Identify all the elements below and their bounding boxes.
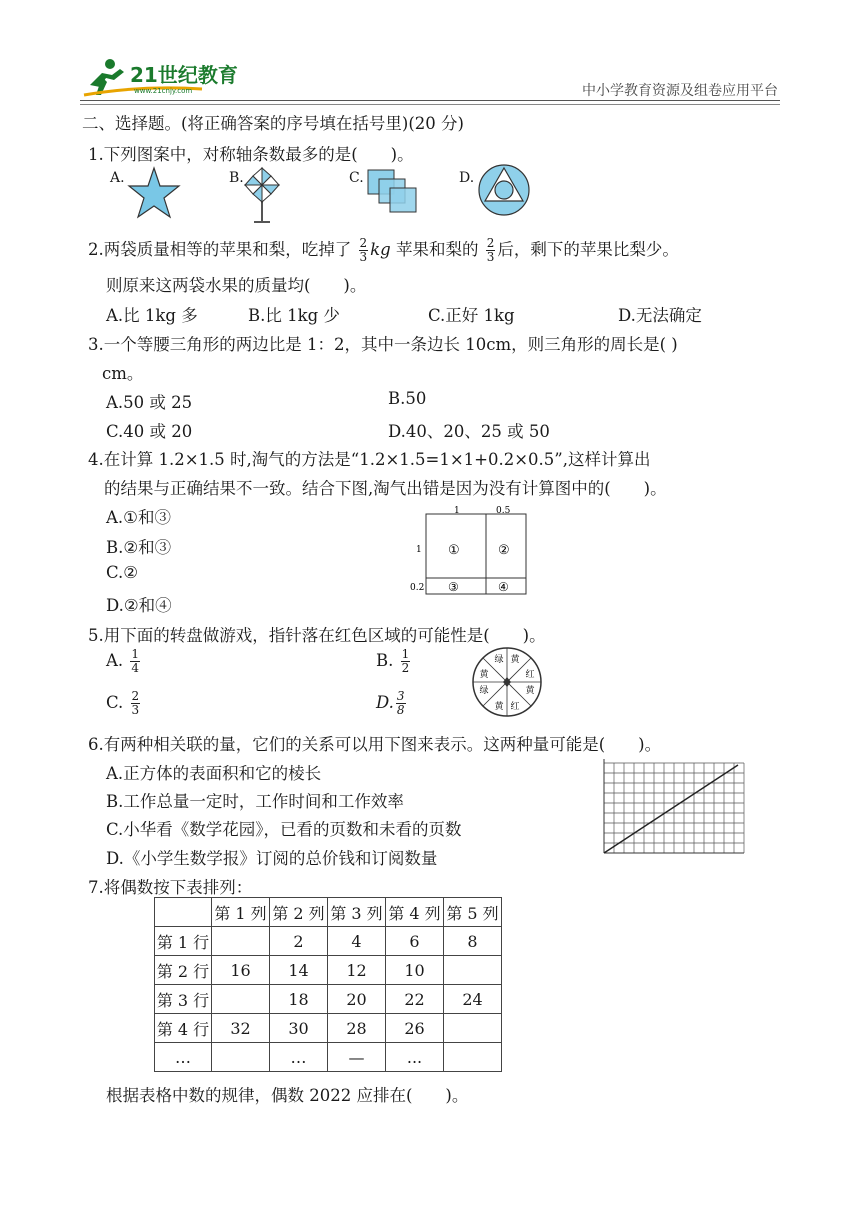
q4-option-d: D.②和④ xyxy=(106,596,172,615)
q6-option-c: C.小华看《数学花园》，已看的页数和未看的页数 xyxy=(106,820,462,839)
q2-stem-c: 后，剩下的苹果比梨少。 xyxy=(497,240,679,259)
table-cell: ... xyxy=(386,1043,444,1072)
q7-stem: 7.将偶数按下表排列： xyxy=(88,878,253,897)
table-row xyxy=(155,956,502,985)
q2-option-c: C.正好 1kg xyxy=(428,306,515,325)
table-row xyxy=(155,1014,502,1043)
table-cell: 20 xyxy=(328,985,386,1014)
table-cell: — xyxy=(328,1043,386,1072)
header-rule xyxy=(80,100,780,101)
q3-option-b: B.50 xyxy=(388,389,427,408)
table-cell: 4 xyxy=(328,927,386,956)
q2-stem-2: 则原来这两袋水果的质量均( )。 xyxy=(106,276,367,295)
table-cell: 16 xyxy=(212,956,270,985)
q5-stem: 5.用下面的转盘做游戏，指针落在红色区域的可能性是( )。 xyxy=(88,626,546,645)
spinner-sector-2: 红 xyxy=(525,670,535,680)
spinner-sector-3: 黄 xyxy=(525,686,535,696)
linear-relation-graph xyxy=(598,757,748,859)
q4-option-a: A.①和③ xyxy=(106,508,171,527)
table-cell: 10 xyxy=(386,956,444,985)
q4-option-b: B.②和③ xyxy=(106,538,172,557)
table-header-cell: 第 1 列 xyxy=(212,898,270,927)
area-region-3: ③ xyxy=(448,580,459,594)
q3-option-a: A.50 或 25 xyxy=(106,393,193,412)
q1-label-a: A. xyxy=(110,170,125,186)
table-cell xyxy=(212,927,270,956)
q3-stem-2: cm。 xyxy=(102,364,144,383)
q3-option-d: D.40、20、25 或 50 xyxy=(388,422,550,441)
table-header-cell: 第 3 列 xyxy=(328,898,386,927)
table-cell: 28 xyxy=(328,1014,386,1043)
q6-option-a: A.正方体的表面积和它的棱长 xyxy=(106,764,322,783)
area-label-top-2: 0.5 xyxy=(496,506,511,516)
q2-stem-b: 苹果和梨的 xyxy=(395,240,479,259)
spinner-sector-6: 绿 xyxy=(479,686,489,696)
table-cell xyxy=(212,985,270,1014)
logo-text: 21世纪教育 xyxy=(130,63,238,87)
table-cell: 6 xyxy=(386,927,444,956)
table-cell: 8 xyxy=(444,927,502,956)
spinner-sector-1: 黄 xyxy=(510,655,520,665)
table-header-cell: 第 2 列 xyxy=(270,898,328,927)
table-cell: … xyxy=(155,1043,212,1072)
spinner-sector-8: 绿 xyxy=(494,655,504,665)
q7-stem-2: 根据表格中数的规律，偶数 2022 应排在( )。 xyxy=(106,1086,469,1105)
q2-fraction-1: $\frac{2}{3}$ xyxy=(359,236,368,264)
table-cell: 12 xyxy=(328,956,386,985)
q1-label-b: B. xyxy=(229,170,244,186)
q3-option-c: C.40 或 20 xyxy=(106,422,193,441)
table-cell xyxy=(212,1043,270,1072)
spinner-sector-4: 红 xyxy=(510,702,520,712)
area-label-left-1: 1 xyxy=(416,545,422,555)
spinner-sector-5: 黄 xyxy=(494,702,504,712)
table-cell: 26 xyxy=(386,1014,444,1043)
star-icon xyxy=(127,166,181,220)
area-model-diagram xyxy=(408,504,528,596)
q5-option-c: C. $\frac{2}{3}$ xyxy=(106,689,140,717)
table-cell: 第 3 行 xyxy=(155,985,212,1014)
table-cell: 第 1 行 xyxy=(155,927,212,956)
q6-stem: 6.有两种相关联的量，它们的关系可以用下图来表示。这两种量可能是( )。 xyxy=(88,735,662,754)
platform-name: 中小学教育资源及组卷应用平台 xyxy=(582,83,778,99)
q2-option-d: D.无法确定 xyxy=(618,306,702,325)
q2-fraction-2: $\frac{2}{3}$ xyxy=(486,236,495,264)
q5-option-a: A. $\frac{1}{4}$ xyxy=(106,647,140,675)
q2-stem xyxy=(88,236,679,264)
spinner-wheel xyxy=(470,645,544,719)
q5-option-b: B. $\frac{1}{2}$ xyxy=(376,647,410,675)
q6-option-b: B.工作总量一定时，工作时间和工作效率 xyxy=(106,792,404,811)
table-row xyxy=(155,1043,502,1072)
overlapping-squares-icon xyxy=(366,168,418,214)
q5-option-d: D. $\frac{3}{8}$ xyxy=(376,689,405,717)
table-row xyxy=(155,985,502,1014)
q1-stem: 1.下列图案中，对称轴条数最多的是( )。 xyxy=(88,145,414,164)
circle-triangle-icon xyxy=(477,163,531,217)
table-row xyxy=(155,927,502,956)
q2-unit: kg xyxy=(370,240,391,259)
area-label-left-2: 0.2 xyxy=(410,583,425,593)
table-cell: 14 xyxy=(270,956,328,985)
table-cell: 30 xyxy=(270,1014,328,1043)
area-label-top-1: 1 xyxy=(454,506,460,516)
table-header-cell: 第 5 列 xyxy=(444,898,502,927)
table-cell xyxy=(444,956,502,985)
site-logo xyxy=(82,55,272,99)
q2-stem-a: 2.两袋质量相等的苹果和梨，吃掉了 xyxy=(88,240,352,259)
q2-option-a: A.比 1kg 多 xyxy=(106,306,198,325)
table-cell xyxy=(444,1043,502,1072)
q3-stem: 3.一个等腰三角形的两边比是 1：2，其中一条边长 10cm，则三角形的周长是( ) xyxy=(88,335,678,354)
table-cell: 22 xyxy=(386,985,444,1014)
q4-stem-2: 的结果与正确结果不一致。结合下图,淘气出错是因为没有计算图中的( )。 xyxy=(104,479,667,498)
table-header-cell xyxy=(155,898,212,927)
q1-label-c: C. xyxy=(349,170,364,186)
table-cell: 第 2 行 xyxy=(155,956,212,985)
area-region-1: ① xyxy=(448,543,460,558)
pinwheel-icon xyxy=(241,164,283,226)
q4-option-c: C.② xyxy=(106,563,139,582)
q6-option-d: D.《小学生数学报》订阅的总价钱和订阅数量 xyxy=(106,849,438,868)
table-cell xyxy=(444,1014,502,1043)
area-region-2: ② xyxy=(498,543,510,558)
q2-option-b: B.比 1kg 少 xyxy=(248,306,340,325)
q4-stem: 4.在计算 1.2×1.5 时,淘气的方法是“1.2×1.5=1×1+0.2×0.5”,这样计算出 xyxy=(88,450,651,469)
area-region-4: ④ xyxy=(498,580,509,594)
header-rule-thin xyxy=(80,104,780,105)
section-title: 二、选择题。(将正确答案的序号填在括号里)(20 分) xyxy=(82,114,464,133)
q1-label-d: D. xyxy=(459,170,475,186)
table-cell: 32 xyxy=(212,1014,270,1043)
table-cell: 第 4 行 xyxy=(155,1014,212,1043)
table-cell: 18 xyxy=(270,985,328,1014)
table-cell: 2 xyxy=(270,927,328,956)
table-cell: 24 xyxy=(444,985,502,1014)
logo-url: www.21cnjy.com xyxy=(134,87,193,95)
spinner-sector-7: 黄 xyxy=(479,670,489,680)
table-header-cell: 第 4 列 xyxy=(386,898,444,927)
table-header-row xyxy=(155,898,502,927)
even-numbers-table xyxy=(154,897,502,1072)
table-cell: … xyxy=(270,1043,328,1072)
